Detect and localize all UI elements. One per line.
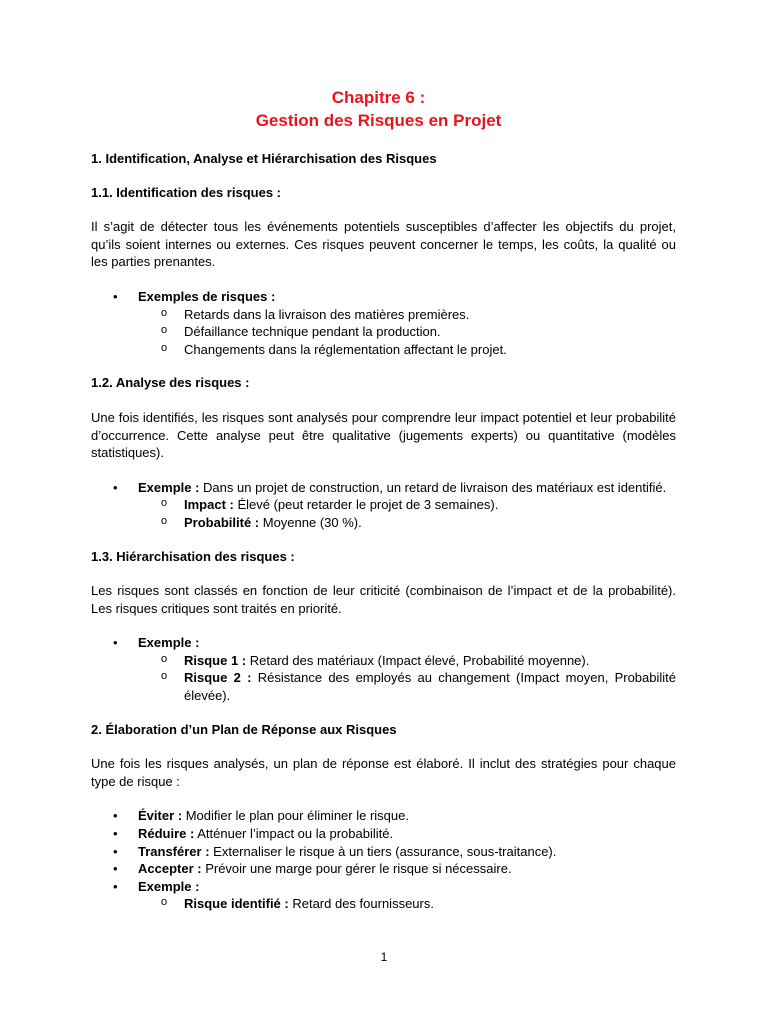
impact-label: Impact : xyxy=(184,497,234,513)
bullet-label: Exemple : xyxy=(138,479,200,495)
section-1-heading: 1. Identification, Analyse et Hiérarchisation des Risques xyxy=(91,151,437,166)
strategy-text: Modifier le plan pour éliminer le risque. xyxy=(182,808,409,824)
strategy-item xyxy=(91,843,676,861)
probability-text: Moyenne (30 %). xyxy=(259,514,362,530)
bullet-label: Exemple : xyxy=(138,635,200,651)
chapter-title xyxy=(81,86,676,132)
strategy-text: Prévoir une marge pour gérer le risque si nécessaire. xyxy=(201,861,512,877)
bullet-text: Dans un projet de construction, un retard de livraison des matériaux est identifié. xyxy=(199,479,667,495)
sub-list-item xyxy=(91,895,676,913)
impact-text: Élevé (peut retarder le projet de 3 semaines). xyxy=(233,497,499,513)
identified-risk-text: Retard des fournisseurs. xyxy=(288,896,434,912)
sub-list xyxy=(91,652,676,705)
probability-label: Probabilité : xyxy=(184,514,260,530)
strategy-item xyxy=(91,860,676,878)
sub-list xyxy=(91,895,676,913)
bullet-label: Exemple : xyxy=(138,878,200,894)
section-1-1-heading: 1.1. Identification des risques : xyxy=(91,184,281,200)
section-1-2-paragraph: Une fois identifiés, les risques sont analysés pour comprendre leur impact potentiel et leur probabilité d’occurrence. Cette analyse peut être qualitative (jugements experts) ou quantitative (modèles statistiques). xyxy=(91,409,676,461)
sub-list-item: o Défaillance technique pendant la production. xyxy=(91,323,676,341)
list-item xyxy=(91,878,676,913)
section-1-1-paragraph: Il s’agit de détecter tous les événements potentiels susceptibles d’affecter les objectifs du projet, qu’ils soient internes ou externes. Ces risques peuvent concerner le temps, les coûts, la qualité ou les parties prenantes. xyxy=(91,219,676,270)
section-2-heading: 2. Élaboration d’un Plan de Réponse aux Risques xyxy=(91,721,397,737)
strategy-text: Externaliser le risque à un tiers (assurance, sous-traitance). xyxy=(209,843,557,859)
chapter-name: Gestion des Risques en Projet xyxy=(255,111,502,130)
document-body xyxy=(91,86,676,913)
sub-list-item: o Changements dans la réglementation affectant le projet. xyxy=(91,341,676,359)
strategy-item xyxy=(91,807,676,825)
list-item xyxy=(91,479,676,532)
risk-2-label: Risque 2 : xyxy=(184,670,252,686)
strategy-list xyxy=(91,807,676,913)
section-1-3-list xyxy=(91,634,676,704)
section-1-3-paragraph: Les risques sont classés en fonction de leur criticité (combinaison de l’impact et de la probabilité). Les risques critiques sont traités en priorité. xyxy=(91,583,676,616)
strategy-label: Transférer : xyxy=(138,843,210,859)
sub-list xyxy=(91,306,676,359)
strategy-label: Éviter : xyxy=(138,808,183,824)
risk-1-text: Retard des matériaux (Impact élevé, Probabilité moyenne). xyxy=(246,652,590,668)
identified-risk-label: Risque identifié : xyxy=(184,896,289,912)
section-1-2-list xyxy=(91,479,676,532)
bullet-label: Exemples de risques : xyxy=(138,288,276,304)
sub-list-item xyxy=(91,496,676,514)
list-item xyxy=(91,288,676,358)
section-1-1-list xyxy=(91,288,676,358)
list-item xyxy=(91,634,676,704)
strategy-item xyxy=(91,825,676,843)
sub-list-item xyxy=(91,652,676,670)
sub-list-item xyxy=(91,514,676,532)
risk-2-text: Résistance des employés au changement (Impact moyen, Probabilité élevée). xyxy=(184,670,677,704)
risk-1-label: Risque 1 : xyxy=(184,652,247,668)
section-1-3-heading: 1.3. Hiérarchisation des risques : xyxy=(91,548,295,564)
strategy-text: Atténuer l’impact ou la probabilité. xyxy=(194,826,394,842)
sub-list-item xyxy=(91,669,676,704)
sub-list-item: o Retards dans la livraison des matières premières. xyxy=(91,306,676,324)
strategy-label: Accepter : xyxy=(138,861,202,877)
section-1-2-heading: 1.2. Analyse des risques : xyxy=(91,375,250,391)
strategy-label: Réduire : xyxy=(138,826,195,842)
sub-list xyxy=(91,496,676,531)
page-number: 1 xyxy=(380,950,388,964)
chapter-number: Chapitre 6 : xyxy=(331,88,426,107)
section-2-paragraph: Une fois les risques analysés, un plan de réponse est élaboré. Il inclut des stratégies pour chaque type de risque : xyxy=(91,756,676,789)
